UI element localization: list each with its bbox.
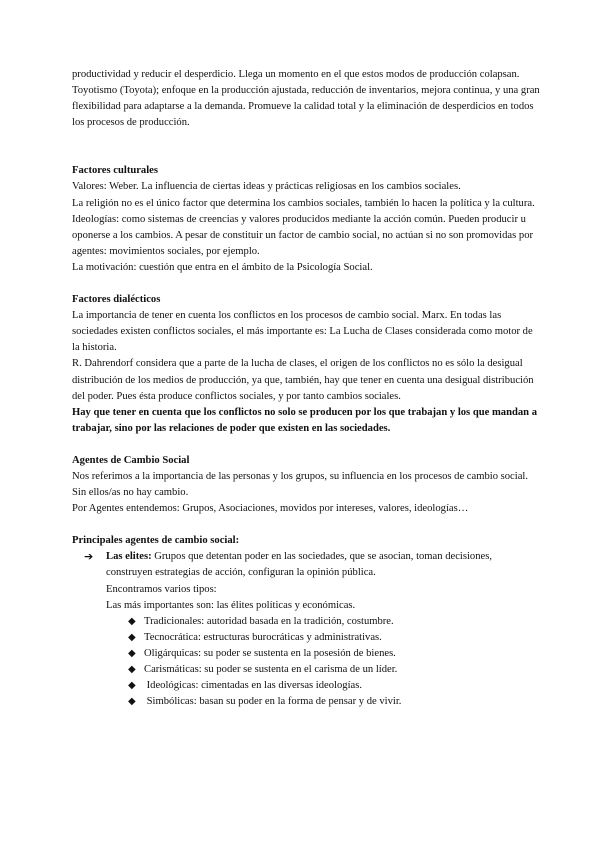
culturales-line: Ideologías: como sistemas de creencias y valores producidos mediante la acción común. Pueden producir u oponerse a los cambios. A pesar de constituir un factor de cambio social, no actúan si no son promovidas por agentes: movimientos sociales, por ejemplo.	[72, 213, 534, 257]
elites-description: Grupos que detentan poder en las sociedades, que se asocian, toman decisiones, construyen estrategias de acción, configuran la opinión pública.	[106, 551, 492, 579]
diamond-bullet-icon: ◆	[128, 647, 136, 659]
diamond-bullet-icon: ◆	[128, 631, 136, 643]
elites-list-item	[72, 549, 540, 581]
elite-type-item: ◆ Oligárquicas: su poder se sustenta en la posesión de bienes.	[128, 646, 540, 662]
arrow-right-icon: ➔	[84, 550, 94, 564]
heading-principales-agentes: Principales agentes de cambio social:	[72, 535, 240, 547]
elite-type-item: ◆ Ideológicas: cimentadas en las diversas ideologías.	[128, 678, 540, 694]
elite-types-list	[72, 614, 540, 711]
dialecticos-line: La importancia de tener en cuenta los conflictos en los procesos de cambio social. Marx. En todas las sociedades existen conflictos sociales, el más importante es: La Lucha de Clases considerada como motor de la historia.	[72, 310, 533, 354]
agentes-line: Por Agentes entendemos: Grupos, Asociaciones, movidos por intereses, valores, ideologías…	[72, 503, 469, 515]
culturales-line: La religión no es el único factor que determina los cambios sociales, también lo hacen la política y la cultura.	[72, 197, 535, 209]
intro-paragraph: productividad y reducir el desperdicio. Llega un momento en el que estos modos de producción colapsan. Toyotismo (Toyota); enfoque en la producción ajustada, reducción de inventarios, mejora continua, y una gran flexibilidad para adaptarse a la demanda. Promueve la calidad total y la eliminación de desperdicios en todos los procesos de producción.	[72, 69, 540, 129]
elite-type-item: ◆ Carismáticas: su poder se sustenta en el carisma de un líder.	[128, 662, 540, 678]
heading-factores-dialecticos: Factores dialécticos	[72, 294, 161, 306]
diamond-bullet-icon: ◆	[128, 680, 136, 692]
elite-type-item: ◆ Tecnocrática: estructuras burocráticas y administrativas.	[128, 630, 540, 646]
elites-important-line: Las más importantes son: las élites políticas y económicas.	[106, 599, 356, 611]
culturales-line: La motivación: cuestión que entra en el ámbito de la Psicología Social.	[72, 261, 373, 273]
dialecticos-line: R. Dahrendorf considera que a parte de la lucha de clases, el origen de los conflictos no es sólo la desigual distribución de los medios de producción, ya que, también, hay que tener en cuenta una desigual distribución del poder. Pues ésta produce conflictos sociales, y por tanto cambios sociales.	[72, 358, 534, 402]
elites-label: Las elites:	[106, 551, 152, 563]
heading-agentes-cambio-social: Agentes de Cambio Social	[72, 454, 190, 466]
elite-type-item: ◆ Tradicionales: autoridad basada en la tradición, costumbre.	[128, 614, 540, 630]
diamond-bullet-icon: ◆	[128, 615, 136, 627]
heading-factores-culturales: Factores culturales	[72, 165, 159, 177]
elites-found-line: Encontramos varios tipos:	[106, 583, 217, 595]
agentes-line: Nos referimos a la importancia de las personas y los grupos, su influencia en los procesos de cambio social. Sin ellos/as no hay cambio.	[72, 470, 528, 499]
diamond-bullet-icon: ◆	[128, 664, 136, 675]
dialecticos-bold-statement: Hay que tener en cuenta que los conflictos no solo se producen por los que trabajan y los que mandan a trabajar, sino por las relaciones de poder que existen en las sociedades.	[72, 406, 537, 434]
diamond-bullet-icon: ◆	[128, 696, 136, 708]
elite-type-item: ◆ Simbólicas: basan su poder en la forma de pensar y de vivir.	[128, 694, 540, 710]
culturales-line: Valores: Weber. La influencia de ciertas ideas y prácticas religiosas en los cambios sociales.	[72, 181, 461, 193]
